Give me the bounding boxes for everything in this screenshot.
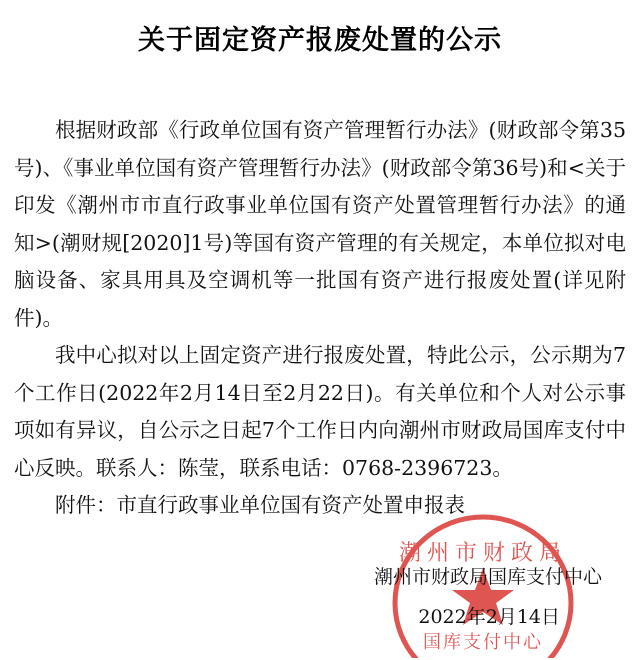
seal-text-top: 潮州市财政局: [398, 541, 568, 566]
document-title: 关于固定资产报废处置的公示: [138, 25, 502, 56]
seal-text-bottom: 国库支付中心: [423, 632, 543, 653]
paragraph-notice-period: 我中心拟对以上固定资产进行报废处置，特此公示，公示期为7个工作日(2022年2月14日至2月22日)。有关单位和个人对公示事项如有异议，自公示之日起7个工作日内向潮州市财政局国库支付中心反映。联系人：陈莹，联系电话：0768-2396723。: [14, 343, 626, 480]
document-body: [14, 112, 626, 525]
paragraph-attachment: 附件：市直行政事业单位国有资产处置申报表: [55, 493, 465, 517]
signature-organization: 潮州市财政局国库支付中心: [373, 566, 602, 588]
signature-date: 2022年2月14日: [418, 606, 560, 628]
paragraph-legal-basis: 根据财政部《行政单位国有资产管理暂行办法》(财政部令第35号)、《事业单位国有资产管理暂行办法》(财政部令第36号)和<关于印发《潮州市市直行政事业单位国有资产处置管理暂行办法》的通知>(潮财规[2020]1号)等国有资产管理的有关规定，本单位拟对电脑设备、家具用具及空调机等一批国有资产进行报废处置(详见附件)。: [14, 118, 626, 330]
